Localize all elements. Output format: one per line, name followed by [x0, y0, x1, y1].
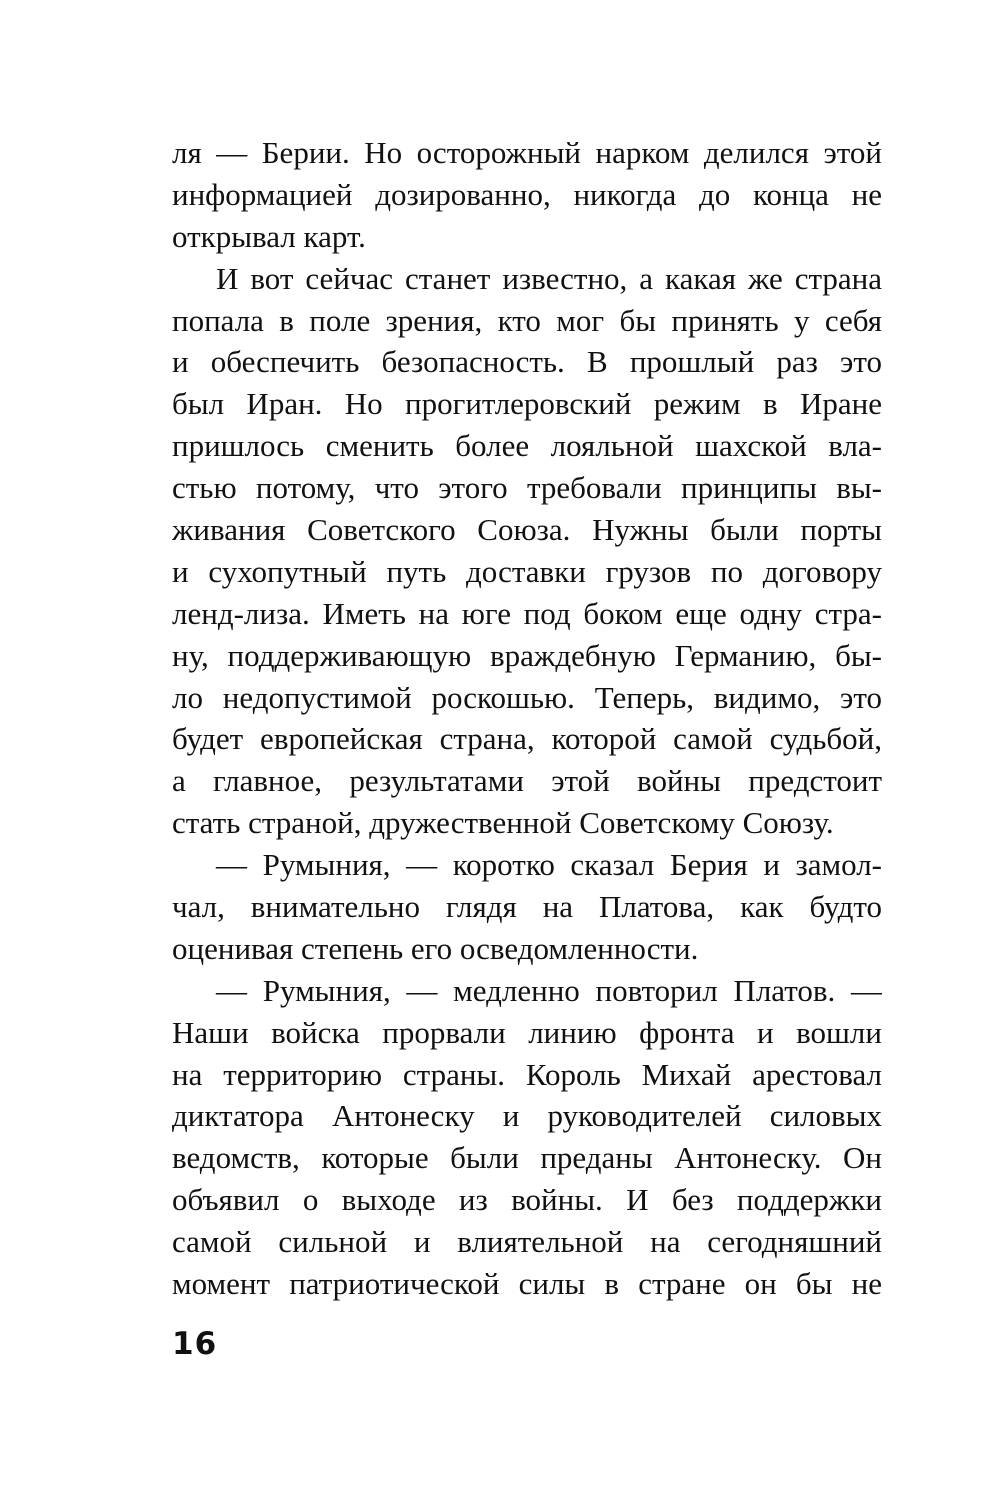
text-line: был Иран. Но прогитлеровский режим в Иране — [172, 386, 882, 422]
text-line: — Румыния, — медленно повторил Платов. — — [216, 972, 882, 1008]
text-line: чал, внимательно глядя на Платова, как будто — [172, 889, 882, 925]
text-line: ведомств, которые были преданы Антонеску. Он — [172, 1140, 882, 1176]
text-line: — Румыния, — коротко сказал Берия и замол- — [216, 847, 882, 883]
text-line: ну, поддерживающую враждебную Германию, бы- — [172, 637, 882, 673]
text-line: будет европейская страна, которой самой судьбой, — [172, 721, 882, 757]
text-line: пришлось сменить более лояльной шахской вла- — [172, 428, 882, 464]
text-line: и сухопутный путь доставки грузов по договору — [172, 553, 882, 589]
text-line: момент патриотической силы в стране он бы не — [172, 1266, 882, 1302]
text-line: оценивая степень его осведомленности. — [172, 930, 699, 966]
page-number: 16 — [172, 1326, 218, 1362]
text-line: живания Советского Союза. Нужны были порты — [172, 512, 882, 548]
text-line: на территорию страны. Король Михай арестовал — [172, 1056, 882, 1092]
text-line: открывал карт. — [172, 218, 366, 254]
text-line: стать страной, дружественной Советскому Союзу. — [172, 805, 834, 841]
text-line: стью потому, что этого требовали принципы вы- — [172, 470, 882, 506]
text-line: Наши войска прорвали линию фронта и вошли — [172, 1014, 882, 1050]
text-line: ля — Берии. Но осторожный нарком делился этой — [172, 135, 882, 170]
text-line: самой сильной и влиятельной на сегодняшний — [172, 1224, 882, 1260]
text-line: и обеспечить безопасность. В прошлый раз это — [172, 344, 882, 380]
text-line: объявил о выходе из войны. И без поддержки — [172, 1182, 882, 1218]
text-line: ло недопустимой роскошью. Теперь, видимо, это — [172, 679, 882, 715]
text-line: информацией дозированно, никогда до конца не — [172, 176, 882, 212]
text-line: диктатора Антонеску и руководителей силовых — [172, 1098, 882, 1134]
body-text — [172, 132, 882, 1305]
text-line: ленд-лиза. Иметь на юге под боком еще одну стра- — [172, 595, 882, 631]
text-line: а главное, результатами этой войны предстоит — [172, 763, 882, 799]
text-line: попала в поле зрения, кто мог бы принять у себя — [172, 302, 882, 338]
text-line: И вот сейчас станет известно, а какая же страна — [216, 260, 882, 296]
